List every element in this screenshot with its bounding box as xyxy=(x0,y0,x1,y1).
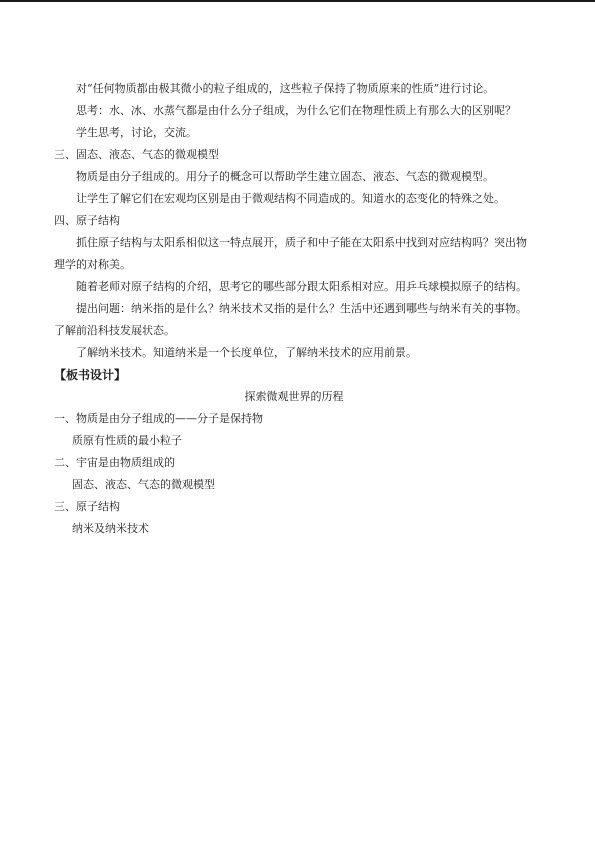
document-body xyxy=(54,78,534,540)
board-item-1-title: 一、物质是由分子组成的——分子是保持物 xyxy=(54,412,263,425)
top-border-line xyxy=(0,0,595,2)
board-title: 探索微观世界的历程 xyxy=(244,390,344,403)
section4-paragraph-1: 抓住原子结构与太阳系相似这一特点展开，质子和中子能在太阳系中找到对应结构吗？突出物理学的对称美。 xyxy=(54,236,527,271)
section3-paragraph-1: 物质是由分子组成的。用分子的概念可以帮助学生建立固态、液态、气态的微观模型。 xyxy=(76,170,494,183)
board-item-3-title: 三、原子结构 xyxy=(54,500,120,513)
paragraph-think: 思考：水、冰、水蒸气都是由什么分子组成，为什么它们在物理性质上有那么大的区别呢？ xyxy=(76,104,516,117)
paragraph-students: 学生思考，讨论，交流。 xyxy=(76,126,197,139)
board-item-1-sub: 质原有性质的最小粒子 xyxy=(72,434,182,447)
board-item-2-title: 二、宇宙是由物质组成的 xyxy=(54,456,175,469)
section3-paragraph-2: 让学生了解它们在宏观均区别是由于微观结构不同造成的。知道水的态变化的特殊之处。 xyxy=(76,192,505,205)
section4-paragraph-2: 随着老师对原子结构的介绍，思考它的哪些部分跟太阳系相对应。用乒乓球模拟原子的结构。 xyxy=(76,280,527,293)
section4-paragraph-4: 了解纳米技术。知道纳米是一个长度单位，了解纳米技术的应用前景。 xyxy=(76,346,417,359)
board-item-3-sub: 纳米及纳米技术 xyxy=(72,522,149,535)
section3-title: 三、固态、液态、气态的微观模型 xyxy=(54,148,219,161)
paragraph-discussion: 对“任何物质都由极其微小的粒子组成的，这些粒子保持了物质原来的性质”进行讨论。 xyxy=(76,82,495,95)
section4-paragraph-3: 提出问题：纳米指的是什么？纳米技术又指的是什么？生活中还遇到哪些与纳米有关的事物。了解前沿科技发展状态。 xyxy=(54,302,527,337)
board-design-heading: 【板书设计】 xyxy=(54,368,127,382)
section4-title: 四、原子结构 xyxy=(54,214,120,227)
board-item-2-sub: 固态、液态、气态的微观模型 xyxy=(72,478,215,491)
